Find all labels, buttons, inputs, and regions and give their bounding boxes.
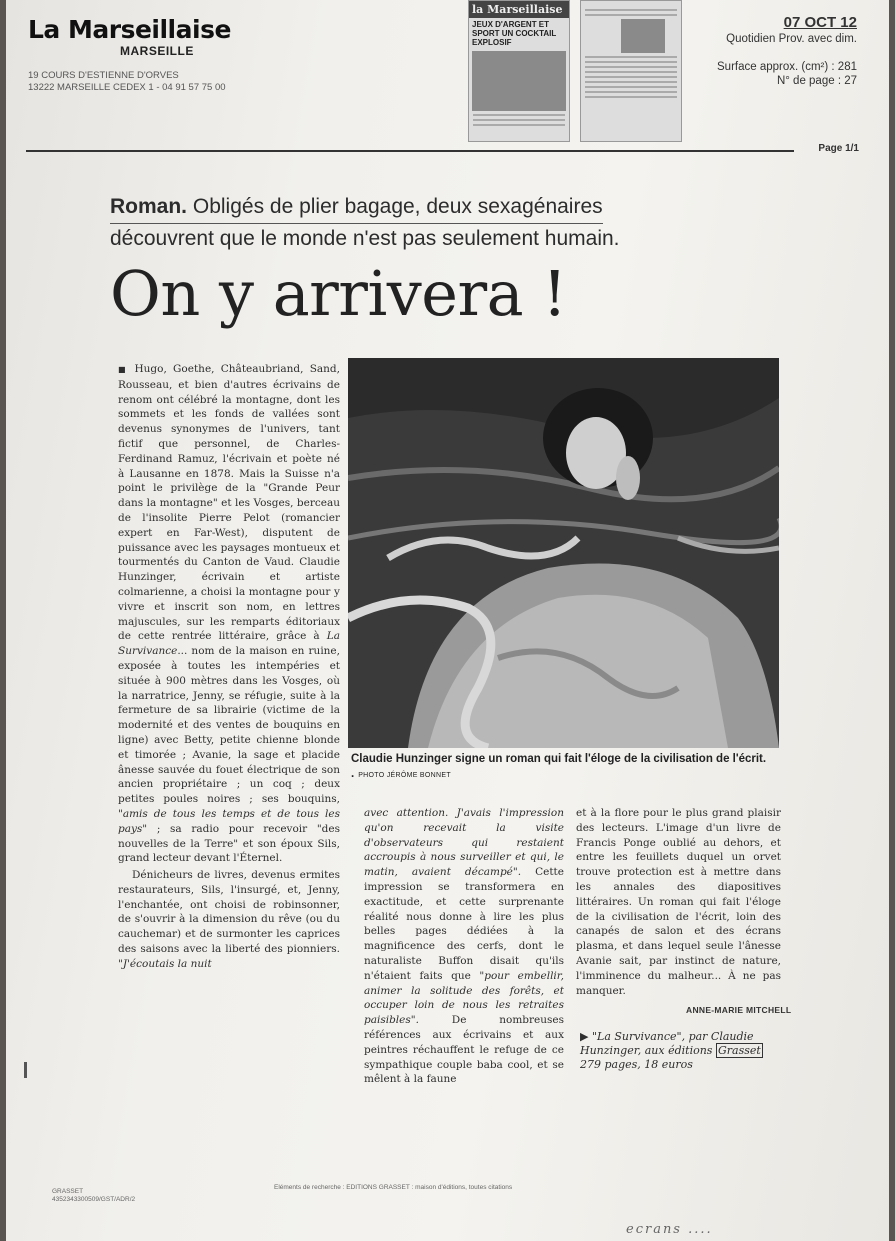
book-details: 279 pages, 18 euros <box>580 1058 693 1071</box>
article-column-2 <box>364 806 564 1096</box>
book-title: La Survivance <box>118 630 340 658</box>
clipping-metadata <box>717 14 857 88</box>
handwritten-note: ecrans .... <box>626 1222 713 1237</box>
kicker: Roman. <box>110 195 188 218</box>
author-photo <box>348 358 779 748</box>
address-line-1: 19 COURS D'ESTIENNE D'ORVES <box>28 70 179 81</box>
thumbnail-logo: la Marseillaise <box>469 1 569 18</box>
col1-quote: "amis de tous les temps et de tous les pays" <box>118 807 340 835</box>
footer-search-note: Eléments de recherche : EDITIONS GRASSET : maison d'éditions, toutes citations <box>274 1184 513 1191</box>
article-page-thumbnail <box>580 0 682 142</box>
deck-line-1 <box>110 192 603 224</box>
article-deck <box>110 192 790 254</box>
col1-text-d: Dénicheurs de livres, devenus ermites restaurateurs, Sils, l'insurgé, et, Jenny, l'enchantée, ont choisi de robinsonner, de s'ouvrir à la dimension du rêve (ou du cauchemar) et de surmonter les caprices des saisons avec la liberté des pionniers. <box>118 869 340 956</box>
newspaper-address <box>28 70 231 94</box>
author-signature: ANNE-MARIE MITCHELL <box>686 1005 792 1015</box>
footer-code-1: GRASSET <box>52 1188 84 1195</box>
col1-text-b: ... nom de la maison en ruine, exposée à toutes les intempéries et située à 900 mètres dans les Vosges, où la narratrice, Jenny, se réfugie, suite à la fermeture de sa librairie (victime de la modernité et des ventes de bouquins en ligne) avec Betty, petite chienne blonde et timorée ; Avanie, la sage et placide ânesse sauvée du fouet électrique de son ancien propriétaire ; un coq ; deux petites poules noires ; ses bouquins, <box>118 645 340 806</box>
publication-frequency: Quotidien Prov. avec dim. <box>726 33 857 45</box>
masthead <box>28 16 231 94</box>
article-column-3 <box>576 806 781 1002</box>
col3-text: et à la flore pour le plus grand plaisir des lecteurs. L'image d'un livre de Francis Ponge oublié au dehors, et entre les feuillets duquel un orvet trouve protection est à mettre dans les annales des diapositives littéraires. Un roman qui fait l'éloge de la civilisation de l'écrit, loin des canapés de salon et des écrans plasma, et dans lequel seule l'ânesse Avanie sait, par instinct de nature, l'imminence du malheur... À ne pas manquer. <box>576 807 781 997</box>
photo-credit: PHOTO JÉRÔME BONNET <box>358 772 451 779</box>
col2-text-b: De nombreuses références aux écrivains et aux peintres réchauffent le refuge de ce sympathique couple baba cool, et se mêlent à la faune <box>364 1014 564 1086</box>
margin-mark <box>24 1062 27 1078</box>
deck-line-2: découvrent que le monde n'est pas seulement humain. <box>110 227 620 250</box>
book-info-text: ▶ "La Survivance", par Claudie Hunzinger, aux éditions <box>580 1030 754 1057</box>
col2-text-a: Cette impression se transformera en exactitude, et cette surprenante réalité nous donne à lire les plus belles pages dédiées à la magnificence des cerfs, dont le naturaliste Buffon disait qu'ils n'étaient faits que <box>364 866 564 982</box>
address-line-2: 13222 MARSEILLE CEDEX 1 - 04 91 57 75 00 <box>28 82 226 93</box>
publication-date: 07 OCT 12 <box>783 14 857 31</box>
col2-quote-2: "pour embellir, animer la solitude des forêts, et occuper loin de nous les retraites paisibles". <box>364 969 564 1027</box>
col2-quote: avec attention. J'avais l'impression qu'on recevait la visite d'observateurs qui restaient accroupis à nous surveiller et qui, le matin, avaient décampé". <box>364 807 564 879</box>
thumbnail-photo-small <box>621 19 665 53</box>
front-page-thumbnail <box>468 0 570 142</box>
author-photo-illustration <box>348 358 779 748</box>
newspaper-city: MARSEILLE <box>120 44 194 58</box>
paragraph-bullet: ■ <box>118 365 129 374</box>
book-publisher: Grasset <box>717 1044 761 1057</box>
newspaper-logo: La Marseillaise <box>28 15 231 44</box>
deck-text-1: Obligés de plier bagage, deux sexagénaires <box>192 195 603 218</box>
photo-caption <box>351 752 781 783</box>
article-column-1 <box>118 362 340 1092</box>
footer-code-2: 4352343300509/GST/ADR/2 <box>52 1196 136 1203</box>
thumbnail-headline: JEUX D'ARGENT ET SPORT UN COCKTAIL EXPLOSIF <box>472 20 557 47</box>
book-info-box <box>580 1030 790 1072</box>
page-number: N° de page : 27 <box>776 75 857 87</box>
surface-area: Surface approx. (cm²) : 281 <box>717 61 857 73</box>
col1-text-c: ; sa radio pour recevoir "des nouvelles de la Terre" et son époux Sils, grand lecteur devant l'Éternel. <box>118 822 340 865</box>
page-of: Page 1/1 <box>818 143 859 154</box>
col1-text-a: Hugo, Goethe, Châteaubriand, Sand, Rousseau, et bien d'autres écrivains de renom ont célébré la montagne, dont les sommets et les fonds de vallées sont devenus synonymes de l'univers, tant fictif que personnel, de Charles-Ferdinand Ramuz, l'écrivain et poète né à Lausanne en 1878. Mais la Suisse n'a point le privilège de la "Grande Peur dans la montagne" et les Vosges, berceau de l'insolite Pierre Pelot (romancier expert en Far-West), disputent de puissance avec les paysages montueux et tourmentés du Canton de Vaud. Claudie Hunzinger, écrivain et artiste colmarienne, a choisi la montagne pour y vivre et inscrit son nom, en lettres majuscules, sur les remparts éditoriaux de cette rentrée littéraire, grâce à <box>118 363 340 643</box>
header-rule <box>26 150 794 152</box>
press-clipping-page <box>6 0 889 1241</box>
thumbnail-photo <box>472 51 566 111</box>
caption-text: Claudie Hunzinger signe un roman qui fait l'éloge de la civilisation de l'écrit. . <box>351 753 767 780</box>
col1-quote-2: "J'écoutais la nuit <box>118 957 212 970</box>
article-headline: On y arrivera ! <box>110 257 567 330</box>
footer-codes <box>52 1188 135 1204</box>
